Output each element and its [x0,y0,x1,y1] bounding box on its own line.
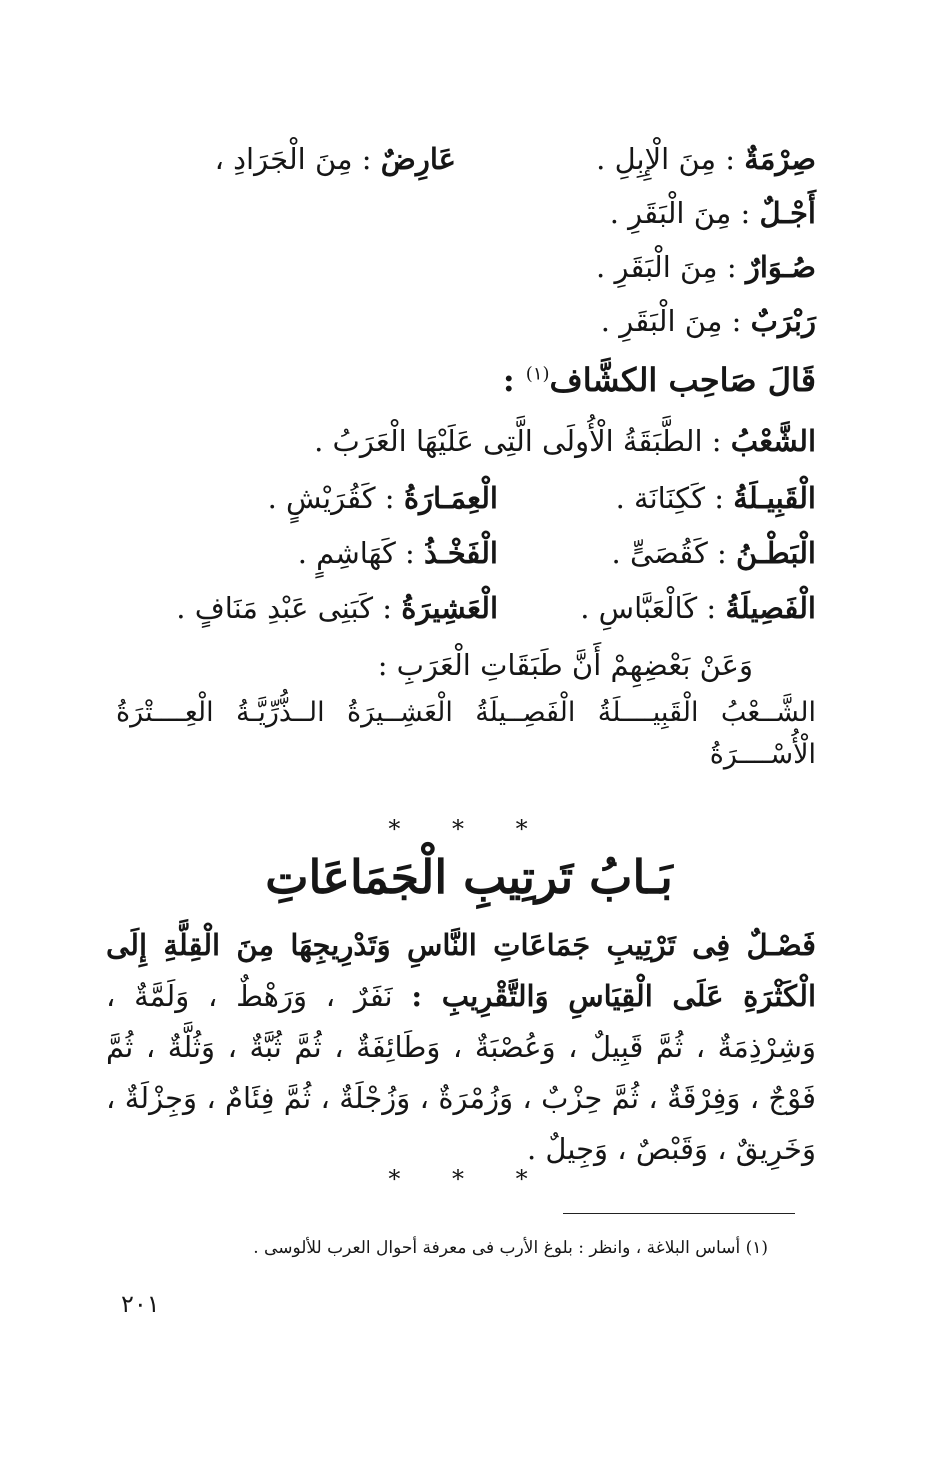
chapter-title: بَـابُ تَرتِيبِ الْجَمَاعَاتِ [265,850,673,904]
entry-suwar: صُـوَارٌ : مِنَ الْبَقَرِ . [596,250,816,284]
entry-arid: عَارِضٌ : مِنَ الْجَرَادِ ، [214,142,456,176]
class-item: الــذُّرِّيَّـةُ [235,697,325,728]
class-item-last: الْأُسْــــرَةُ [709,739,816,770]
section-divider-2: * * * [388,1165,550,1193]
class-list [116,697,816,728]
entry-imara: الْعِمَـارَةُ : كَقُرَيْشٍ . [267,481,498,515]
term: عَارِضٌ [380,142,456,176]
other-view-intro: وَعَنْ بَعْضِهِمْ أَنَّ طَبَقَاتِ الْعَرَبِ : [377,648,753,682]
entry-fakhdh: الْفَخْـذُ : كَهَاشِمٍ . [297,536,498,570]
entry-fasila: الْفَصِيلَةُ : كَالْعَبَّاسِ . [580,591,816,625]
term: الْفَصِيلَةُ [725,591,816,625]
entry-shaab: الشَّعْبُ : الطَّبَقَةُ الْأُولَى الَّتِى عَلَيْهَا الْعَرَبُ . [314,424,816,458]
definition: مِنَ الْبَقَرِ . [600,304,723,338]
definition: مِنَ الْبَقَرِ . [596,250,718,284]
term: صُـوَارٌ [745,250,816,284]
class-item: الْقَبِيــــلَةُ [597,697,699,728]
term: الْفَخْـذُ [423,536,498,570]
term: الشَّعْبُ [730,424,816,458]
footnote: (١) أساس البلاغة ، وانظر : بلوغ الأرب فى معرفة أحوال العرب للألوسى . [253,1238,768,1258]
definition: كَقُرَيْشٍ . [267,481,376,515]
definition: كَبَنِى عَبْدِ مَنَافٍ . [176,591,374,625]
section-lead: فَصْـلٌ فِى تَرْتِيبِ جَمَاعَاتِ النَّاسِ وَتَدْرِيجِهَا مِنَ الْقِلَّةِ إِلَى الْكَثْرَةِ عَلَى الْقِيَاسِ وَالتَّقْرِيبِ : [106,928,817,1013]
definition: مِنَ الْإِبِلِ . [596,142,717,176]
entry-batn: الْبَطْـنُ : كَقُصَىٍّ . [611,536,816,570]
term: أَجْـلٌ [759,196,816,230]
definition: مِنَ الْبَقَرِ . [609,196,732,230]
entry-qabila: الْقَبِيـلَةُ : كَكِنَانَة . [615,481,816,515]
kashshaf-heading: قَالَ صَاحِب الكشَّاف$^{(١)}$ : [502,361,816,399]
class-item: الْعِــــتْرَةُ [116,697,214,728]
page-number: ٢٠١ [121,1290,160,1318]
definition: كَكِنَانَة . [615,481,706,515]
class-item: الْفَصِــيلَةُ [475,697,576,728]
term: الْعَشِيرَةُ [401,591,498,625]
definition: كَالْعَبَّاسِ . [580,591,698,625]
class-item: الْعَشِــيرَةُ [346,697,453,728]
definition: كَهَاشِمٍ . [297,536,396,570]
entry-ashira: الْعَشِيرَةُ : كَبَنِى عَبْدِ مَنَافٍ . [176,591,498,625]
chapter-paragraph [106,920,816,1175]
entry-ajl: أَجْـلٌ : مِنَ الْبَقَرِ . [609,196,816,230]
term: الْعِمَـارَةُ [403,481,498,515]
term: الْبَطْـنُ [735,536,816,570]
section-body: نَفَرٌ ، وَرَهْطٌ ، وَلَمَّةٌ ، وَشِرْذِمَةٌ ، ثُمَّ قَبِيلٌ ، وَعُصْبَةٌ ، وَطَائِفَةٌ ، ثُمَّ ثُبَّةٌ ، وَثُلَّةٌ ، ثُمَّ فَوْجٌ ، وَفِرْقَةٌ ، ثُمَّ حِزْبٌ ، وَزُمْرَةٌ ، وَزُجْلَةٌ ، ثُمَّ فِئَامٌ ، وَجِزْلَةٌ ، وَخَرِيقٌ ، وَقَبْصٌ ، وَجِيلٌ . [106,979,816,1166]
definition: الطَّبَقَةُ الْأُولَى الَّتِى عَلَيْهَا الْعَرَبُ . [314,424,703,458]
term: صِرْمَةٌ [744,142,816,176]
term: الْقَبِيـلَةُ [733,481,816,515]
class-item: الشَّــعْبُ [720,697,816,728]
entry-sirma: صِرْمَةٌ : مِنَ الْإِبِلِ . [596,142,816,176]
term: رَبْرَبٌ [750,304,816,338]
footnote-ref: (١) [525,363,550,385]
entry-rabrab: رَبْرَبٌ : مِنَ الْبَقَرِ . [600,304,816,338]
section-divider: * * * [388,815,550,843]
definition: مِنَ الْجَرَادِ ، [214,142,353,176]
definition: كَقُصَىٍّ . [611,536,708,570]
footnote-rule [563,1213,795,1214]
